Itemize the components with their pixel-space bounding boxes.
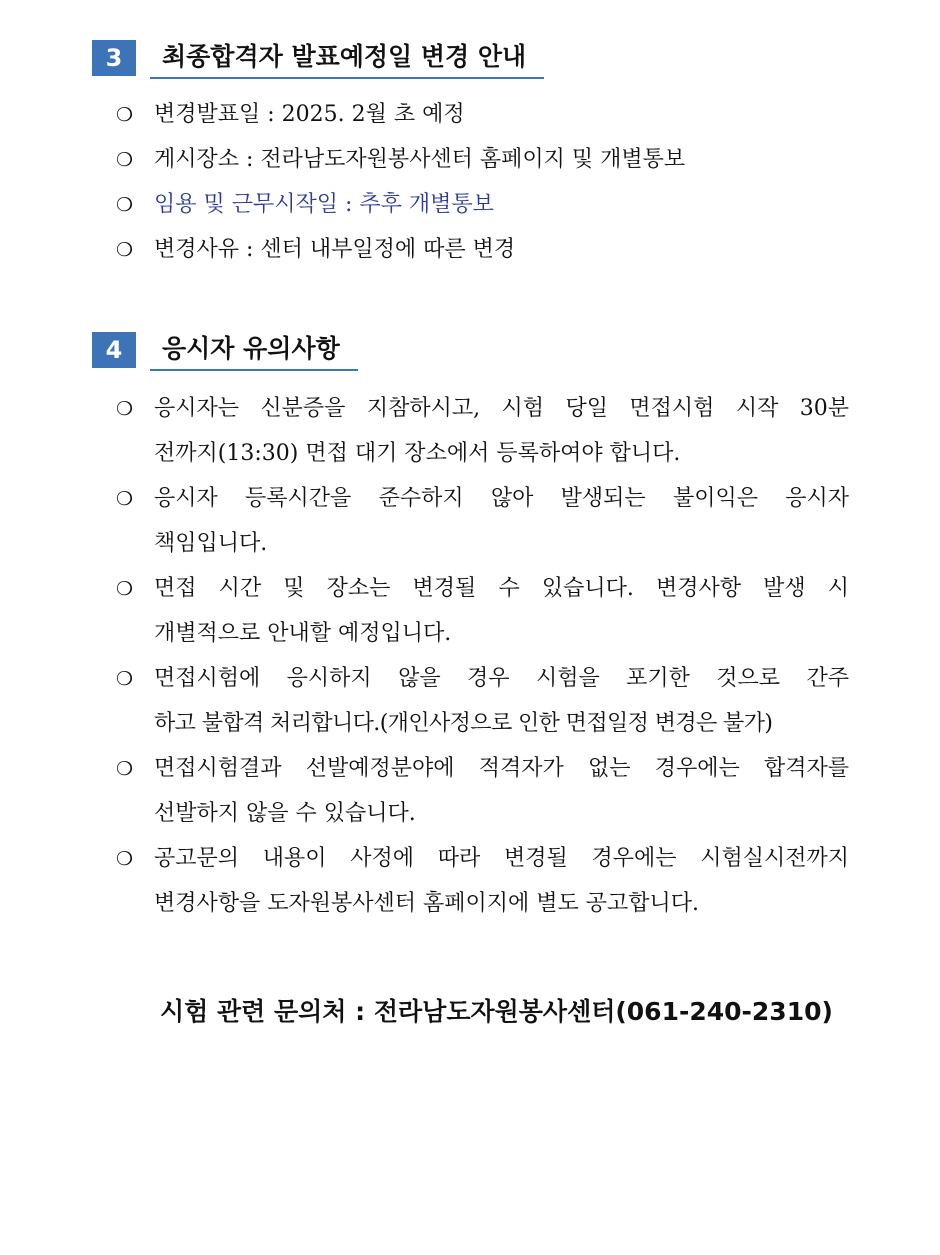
section-4-list xyxy=(92,392,852,932)
section-4-header xyxy=(92,332,852,372)
bullet-circle-icon: ❍ xyxy=(116,488,134,510)
section-4-item-line: 면접시험에 응시하지 않을 경우 시험을 포기한 것으로 간주 xyxy=(154,666,849,691)
bullet-circle-icon: ❍ xyxy=(116,398,134,420)
bullet-circle-icon: ❍ xyxy=(116,239,134,261)
section-3-item-text: 임용 및 근무시작일 : 추후 개별통보 xyxy=(154,192,494,217)
section-4-item-line: 응시자 등록시간을 준수하지 않아 발생되는 불이익은 응시자 xyxy=(154,486,849,511)
contact-info: 시험 관련 문의처 : 전라남도자원봉사센터(061-240-2310) xyxy=(160,997,833,1026)
section-4-item-line: 전까지(13:30) 면접 대기 장소에서 등록하여야 합니다. xyxy=(154,441,681,466)
section-3-item-text: 변경발표일 : 2025. 2월 초 예정 xyxy=(154,102,465,127)
bullet-circle-icon: ❍ xyxy=(116,848,134,870)
section-3-item-reason xyxy=(92,233,852,278)
section-3 xyxy=(92,40,852,312)
section-4-item-line: 개별적으로 안내할 예정입니다. xyxy=(154,621,452,646)
section-4-item-id xyxy=(92,392,852,482)
bullet-circle-icon: ❍ xyxy=(116,578,134,600)
section-3-number: 3 xyxy=(92,40,136,76)
section-4-number: 4 xyxy=(92,332,136,368)
section-3-item-start-date xyxy=(92,188,852,233)
section-4-title: 응시자 유의사항 xyxy=(150,332,358,371)
bullet-circle-icon: ❍ xyxy=(116,194,134,216)
section-3-item-text: 변경사유 : 센터 내부일정에 따른 변경 xyxy=(154,237,516,262)
bullet-circle-icon: ❍ xyxy=(116,668,134,690)
section-4-item-change xyxy=(92,572,852,662)
section-4-item-no-qualified xyxy=(92,752,852,842)
section-4-item-line: 응시자는 신분증을 지참하시고, 시험 당일 면접시험 시작 30분 xyxy=(154,396,849,421)
bullet-circle-icon: ❍ xyxy=(116,758,134,780)
section-4-item-notice-change xyxy=(92,842,852,932)
section-3-item-place xyxy=(92,143,852,188)
section-3-item-announce-date xyxy=(92,98,852,143)
section-4-item-line: 면접시험결과 선발예정분야에 적격자가 없는 경우에는 합격자를 xyxy=(154,756,849,781)
section-4-item-line: 공고문의 내용이 사정에 따라 변경될 경우에는 시험실시전까지 xyxy=(154,846,849,871)
bullet-circle-icon: ❍ xyxy=(116,104,134,126)
section-4-item-registration xyxy=(92,482,852,572)
section-3-list xyxy=(92,98,852,278)
section-4-item-line: 하고 불합격 처리합니다.(개인사정으로 인한 면접일정 변경은 불가) xyxy=(154,711,773,736)
section-4-item-line: 책임입니다. xyxy=(154,531,268,556)
bullet-circle-icon: ❍ xyxy=(116,149,134,171)
section-4-item-line: 선발하지 않을 수 있습니다. xyxy=(154,801,416,826)
section-3-header xyxy=(92,40,852,80)
section-4 xyxy=(92,332,852,932)
section-3-title: 최종합격자 발표예정일 변경 안내 xyxy=(150,40,544,79)
section-3-item-text: 게시장소 : 전라남도자원봉사센터 홈페이지 및 개별통보 xyxy=(154,147,686,172)
section-4-item-absence xyxy=(92,662,852,752)
section-4-item-line: 변경사항을 도자원봉사센터 홈페이지에 별도 공고합니다. xyxy=(154,891,700,916)
section-4-item-line: 면접 시간 및 장소는 변경될 수 있습니다. 변경사항 발생 시 xyxy=(154,576,849,601)
